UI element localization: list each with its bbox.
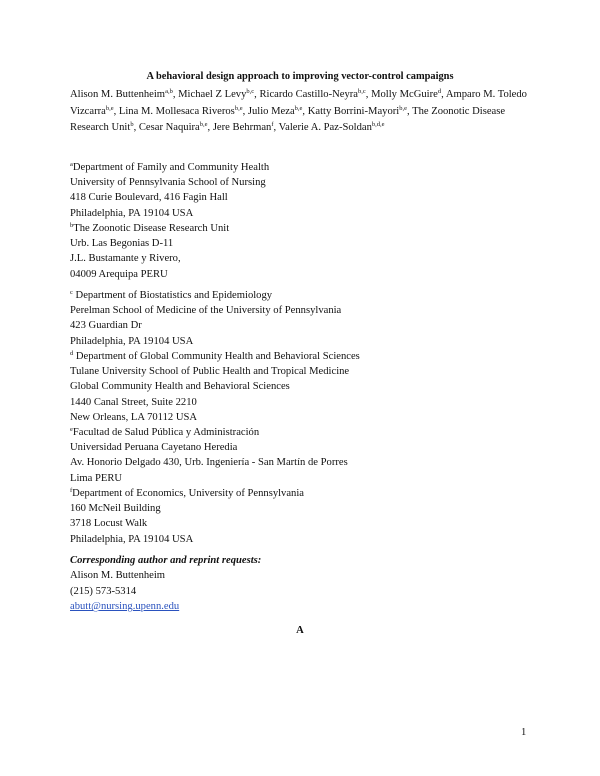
affiliation-sup: b [70,222,74,229]
affiliation-line: J.L. Bustamante y Rivero, [70,253,181,265]
author-name: Ricardo Castillo-Neyra [259,89,358,100]
section-mark: A [296,625,304,636]
author-name: Valerie A. Paz-Soldan [278,122,372,133]
affiliation-line: 418 Curie Boulevard, 416 Fagin Hall [70,192,228,204]
affiliation-e [70,425,348,486]
affiliation-line: University of Pennsylvania School of Nursing [70,177,266,189]
author-name: Molly McGuire [371,89,438,100]
affiliation-line: Philadelphia, PA 19104 USA [70,533,194,545]
corresponding-phone: (215) 573-5314 [70,585,137,597]
affiliation-line: 160 McNeil Building [70,503,161,515]
author-affiliation-sup: b,e [294,104,303,112]
author-affiliation-sup: b,e [105,104,114,112]
affiliation-line: $^e$Facultad de Salud Pública y Administración [70,426,260,438]
author-name: The Zoonotic Disease Research Unit [70,105,506,133]
affiliation-line: 3718 Locust Walk [70,518,148,530]
author-affiliation-sup: b,d,e [371,121,385,128]
author-name: Jere Behrman [212,122,272,133]
author-name: Katty Borrini-Mayori [307,105,400,117]
affiliation-line: $^f$Department of Economics, University of Pennsylvania [70,487,305,499]
affiliation-line: $^a$Department of Family and Community Health [70,161,270,173]
affiliation-a [70,160,269,221]
affiliation-line: Philadelphia, PA 19104 USA [70,335,194,347]
affiliation-line: 423 Guardian Dr [70,320,142,332]
affiliation-sup: c [70,289,73,296]
corresponding-author-block [70,553,261,615]
affiliation-f [70,486,304,547]
affiliation-line: Lima PERU [70,472,123,484]
affiliation-line: Urb. Las Begonias D-11 [70,238,174,250]
affiliation-line: $^d$ Department of Global Community Health and Behavioral Sciences [70,350,360,362]
author-affiliation-sup: b,e [199,121,208,128]
corresponding-heading: Corresponding author and reprint requests: [70,555,262,566]
affiliation-line: 04009 Arequipa PERU [70,268,168,280]
affiliation-line: $^c$ Department of Biostatistics and Epidemiology [70,289,273,301]
affiliation-line: Philadelphia, PA 19104 USA [70,207,194,219]
author-name: Michael Z Levy [178,89,247,100]
affiliation-line: Perelman School of Medicine of the University of Pennsylvania [70,305,342,317]
affiliation-c [70,288,341,349]
page-number: 1 [521,727,527,738]
author-name: Julio Meza [247,105,295,117]
affiliation-line: Tulane University School of Public Health and Tropical Medicine [70,366,350,378]
author-affiliation-sup: b,c [358,88,366,95]
author-affiliation-sup: b,c [246,88,255,95]
author-affiliation-sup: b,e [234,104,243,112]
affiliation-sup: d [70,350,74,357]
affiliation-line: Av. Honorio Delgado 430, Urb. Ingeniería - San Martín de Porres [70,457,348,469]
corresponding-email-link[interactable]: abutt@nursing.upenn.edu [70,601,180,613]
affiliation-sup: a [70,161,73,168]
author-name: Amparo M. Toledo Vizcarra [70,89,527,117]
author-name: Lina M. Mollesaca Riveros [118,105,235,117]
author-affiliation-sup: f [271,121,274,128]
author-list: Alison M. Buttenheim$^{a,b}$, Michael Z Levy$^{b,c}$, Ricardo Castillo-Neyra$^{b,c}$, Molly McGuire$^d$, Amparo M. Toledo Vizcarra$^{b,e}$, Lina M. Mollesaca Riveros$^{b,e}$, Julio Meza$^{b,e}$, Katty Borrini-Mayori$^{b,e}$, The Zoonotic Disease Research Unit$^b$, Cesar Naquira$^{b,e}$, Jere Behrman$^f$, Valerie A. Paz-Soldan$^{b,d,e}$ [70,88,527,133]
author-affiliation-sup: d [437,88,442,95]
affiliation-line: 1440 Canal Street, Suite 2210 [70,396,197,408]
affiliation-d [70,349,360,425]
affiliation-line: Global Community Health and Behavioral Sciences [70,381,290,393]
author-name: Cesar Naquira [138,122,200,133]
author-name: Alison M. Buttenheim [70,89,166,100]
author-affiliation-sup: b [130,121,134,128]
author-affiliation-sup: b,e [399,104,407,112]
affiliation-sup: e [70,426,73,433]
affiliation-b [70,221,229,282]
corresponding-name: Alison M. Buttenheim [70,570,166,582]
affiliation-line: $^b$The Zoonotic Disease Research Unit [70,222,230,234]
affiliation-line: New Orleans, LA 70112 USA [70,411,198,423]
paper-title: A behavioral design approach to improving vector-control campaigns [146,71,454,82]
author-affiliation-sup: a,b [165,88,173,95]
affiliation-sup: f [70,487,73,494]
affiliation-line: Universidad Peruana Cayetano Heredia [70,442,238,454]
